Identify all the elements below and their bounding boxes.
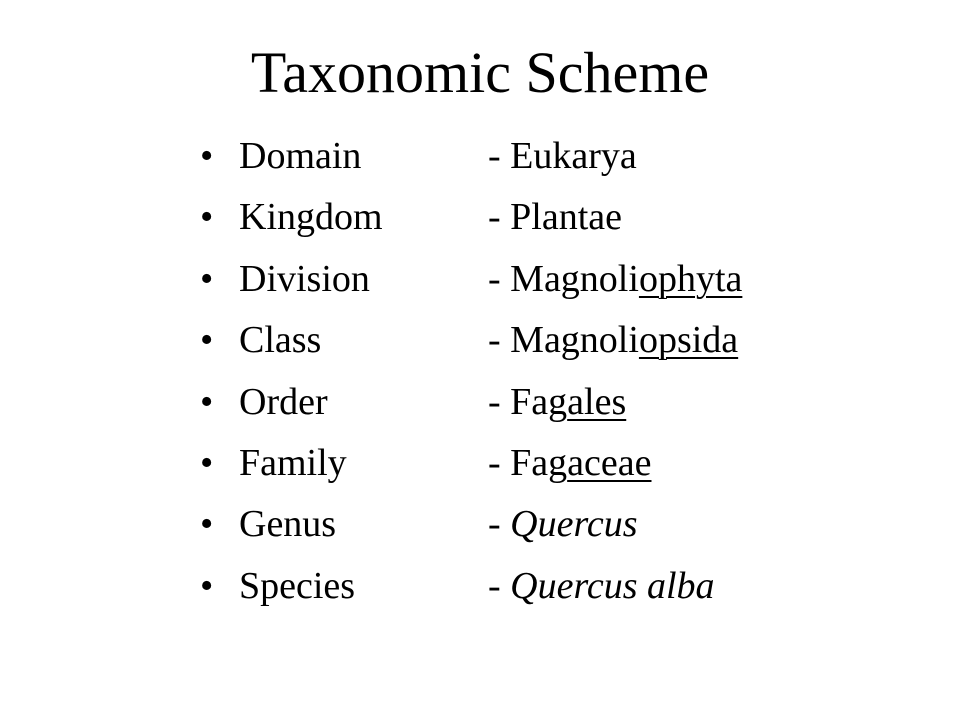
bullet-icon: • [200,196,214,239]
taxon-suffix: ales [567,380,627,423]
rank-label: Class [239,319,322,362]
bullet-icon: • [200,503,214,546]
rank-label: Kingdom [239,196,383,239]
bullet-icon: • [200,319,214,362]
taxon-name [488,494,638,555]
dash: - [488,441,511,484]
bullet-icon: • [200,257,214,300]
taxon-name [488,249,742,310]
taxon-stem: Fag [510,380,568,423]
dash: - [488,196,511,239]
bullet-icon: • [200,441,214,484]
dash: - [488,380,511,423]
taxon-name [488,372,626,433]
taxon-stem: Magnoli [510,319,639,362]
taxon-stem: Eukarya [510,135,637,177]
taxon-stem: Plantae [510,196,623,239]
taxon-stem: Fag [510,441,568,484]
rank-label: Family [239,441,347,484]
bullet-icon: • [200,564,214,607]
taxon-stem: Quercus [510,503,638,546]
dash: - [488,257,511,300]
taxon-suffix: aceae [567,441,652,484]
taxon-stem: Magnoli [510,257,639,300]
taxon-name [488,126,637,187]
dash: - [488,135,511,177]
dash: - [488,564,511,607]
taxon-name [488,556,715,617]
taxon-name [488,433,652,494]
rank-label: Species [239,564,356,607]
taxon-suffix: ophyta [638,257,743,300]
rank-label: Genus [239,503,337,546]
dash: - [488,503,511,546]
bullet-icon: • [200,135,214,177]
slide-title: Taxonomic Scheme [250,40,710,105]
taxon-suffix: opsida [638,319,739,362]
bullet-icon: • [200,380,214,423]
rank-label: Division [239,257,370,300]
taxon-name [488,187,622,248]
taxon-name [488,310,738,371]
dash: - [488,319,511,362]
taxon-stem: Quercus alba [510,564,715,607]
rank-label: Order [239,380,328,423]
rank-label: Domain [239,135,362,177]
